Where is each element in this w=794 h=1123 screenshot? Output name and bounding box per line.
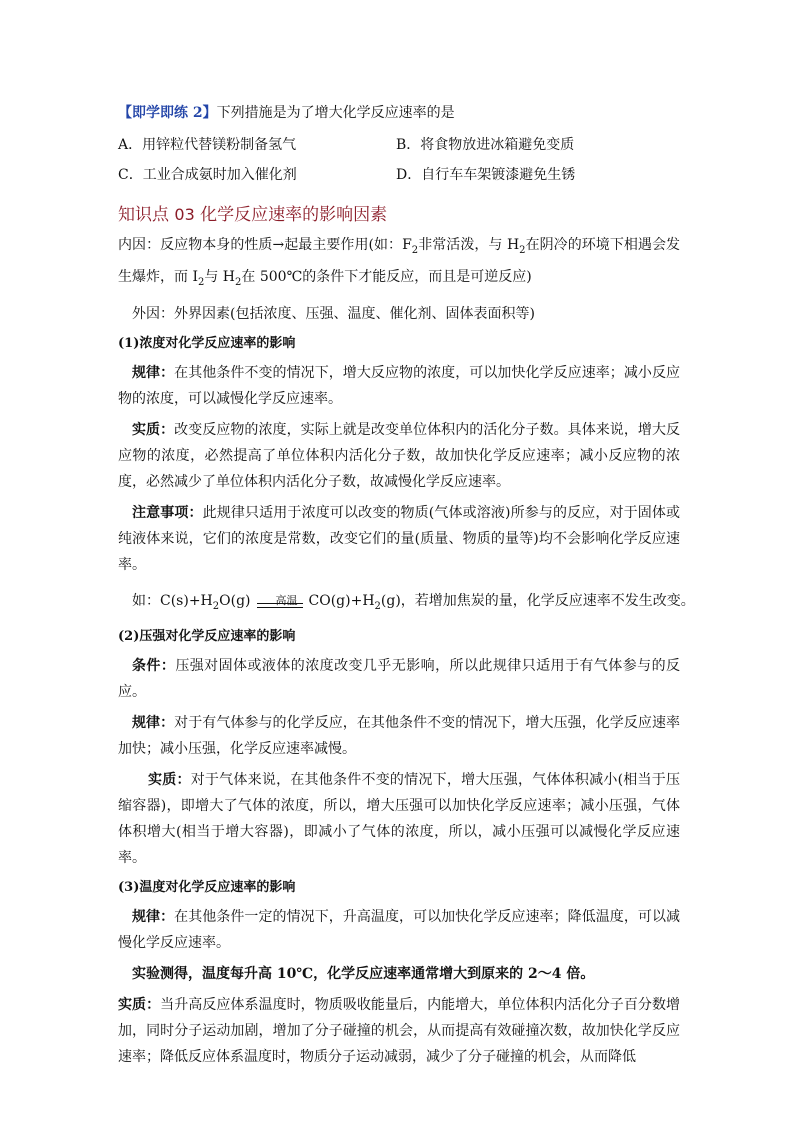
inner-text-b: 非常活泼，与 H (418, 237, 520, 253)
reversible-arrow (255, 590, 305, 612)
pressure-essence (118, 767, 680, 871)
example-prefix: 如：C(s)+H (132, 592, 213, 609)
section-title-prefix: 知识点 (118, 205, 175, 225)
forward-arrow-line (257, 603, 303, 604)
inner-sub-e: 2 (235, 276, 242, 288)
temperature-essence-label: 实质： (118, 997, 161, 1014)
outer-cause: 外因：外界因素(包括浓度、压强、温度、催化剂、固体表面积等) (132, 305, 535, 322)
temperature-essence-text: 当升高反应体系温度时，物质吸收能量后，内能增大，单位体积内活化分子百分数增加，同时分子运动加剧，增加了分子碰撞的机会，从而提高有效碰撞次数，故加快化学反应速率；降低反应体系温度时，物质分子运动减弱，减少了分子碰撞的机会，从而降低 (118, 997, 681, 1066)
pressure-rule (118, 710, 680, 762)
inner-text-c: 在阴冷的环境下相遇会 (525, 237, 667, 253)
concentration-essence-text: 改变反应物的浓度，实际上就是改变单位体积内的活化分子数。具体来说，增大反应物的浓度，必然提高了单位体积内活化分子数，故加快化学反应速率；减小反应物的浓度，必然减少了单位体积内活化分子数，故减慢化学反应速率。 (118, 421, 681, 490)
inner-text-a: 内因：反应物本身的性质→起最主要作用(如：F (118, 237, 412, 253)
temperature-rule-text: 在其他条件一定的情况下，升高温度，可以加快化学反应速率；降低温度，可以减慢化学反应速率。 (118, 909, 681, 952)
section-title-text: 化学反应速率的影响因素 (194, 205, 388, 225)
section-title (118, 202, 680, 228)
concentration-rule-label: 规律： (132, 364, 175, 381)
pressure-essence-text: 对于气体来说，在其他条件不变的情况下，增大压强，气体体积减小(相当于压缩容器)，即增大了气体的浓度，所以，增大压强可以加快化学反应速率；减小压强，气体体积增大(相当于增大容器)，即减小了气体的浓度，所以，减小压强可以减慢化学反应速率。 (118, 772, 681, 867)
inner-cause (118, 232, 680, 296)
pressure-condition-label: 条件： (132, 658, 176, 675)
concentration-note-text: 此规律只适用于浓度可以改变的物质(气体或溶液)所参与的反应，对于固体或纯液体来说，它们的浓度是常数，改变它们的量(质量、物质的量等)均不会影响化学反应速率。 (118, 504, 681, 573)
temperature-rule (118, 904, 680, 956)
option-d: D．自行车车架镀漆避免生锈 (396, 167, 576, 183)
inner-text-d: 发生爆炸，而 I (118, 237, 681, 285)
concentration-heading: (1)浓度对化学反应速率的影响 (118, 335, 296, 351)
inner-sub-d: 2 (197, 276, 205, 288)
concentration-essence-label: 实质： (132, 421, 175, 438)
temperature-essence (118, 992, 680, 1070)
pressure-condition-text: 压强对固体或液体的浓度改变几乎无影响，所以此规律只适用于有气体参与的反应。 (118, 658, 681, 701)
temperature-rule-label: 规律： (132, 909, 175, 926)
exercise-options (118, 130, 680, 190)
temperature-experiment: 实验测得，温度每升高 10℃，化学反应速率通常增大到原来的 2～4 倍。 (132, 966, 595, 983)
concentration-essence (118, 417, 680, 495)
pressure-heading: (2)压强对化学反应速率的影响 (118, 629, 296, 645)
concentration-rule-text: 在其他条件不变的情况下，增大反应物的浓度，可以加快化学反应速率；减小反应物的浓度，可以减慢化学反应速率。 (118, 364, 681, 407)
inner-sub-a: 2 (411, 244, 419, 256)
reaction-condition: 高温 (275, 593, 298, 607)
pressure-condition (118, 653, 680, 705)
temperature-heading: (3)温度对化学反应速率的影响 (118, 880, 296, 896)
example-after: CO(g)+H (308, 592, 375, 609)
pressure-essence-label: 实质： (148, 772, 191, 789)
section-title-number: 03 (174, 205, 195, 224)
example-end: (g)，若增加焦炭的量，化学反应速率不发生改变。 (380, 592, 695, 609)
example-sub-1: 2 (212, 600, 220, 612)
page-content (118, 100, 695, 1075)
inner-text-f: 在 500℃的条件下才能反应，而且是可逆反应) (241, 268, 532, 285)
option-b: B．将食物放进冰箱避免变质 (396, 137, 575, 153)
pressure-rule-label: 规律： (132, 715, 175, 732)
concentration-note-label: 注意事项： (132, 504, 203, 521)
exercise-question-text: 下列措施是为了增大化学反应速率的是 (216, 105, 455, 121)
inner-sub-b: 2 (519, 244, 526, 256)
concentration-note (118, 500, 680, 578)
example-sub-2: 2 (374, 600, 381, 612)
concentration-rule (118, 360, 680, 412)
pressure-rule-text: 对于有气体参与的化学反应，在其他条件不变的情况下，增大压强，化学反应速率加快；减小压强，化学反应速率减慢。 (118, 715, 681, 758)
exercise-label: 【即学即练 2】 (118, 105, 217, 121)
option-a: A．用锌粒代替镁粉制备氢气 (118, 137, 297, 153)
inner-text-e: 与 H (204, 268, 236, 285)
exercise-question (118, 100, 680, 126)
reverse-arrow-line (257, 607, 303, 608)
example-mid: O(g) (219, 592, 251, 609)
concentration-example (118, 586, 695, 622)
option-c: C．工业合成氨时加入催化剂 (118, 167, 297, 183)
